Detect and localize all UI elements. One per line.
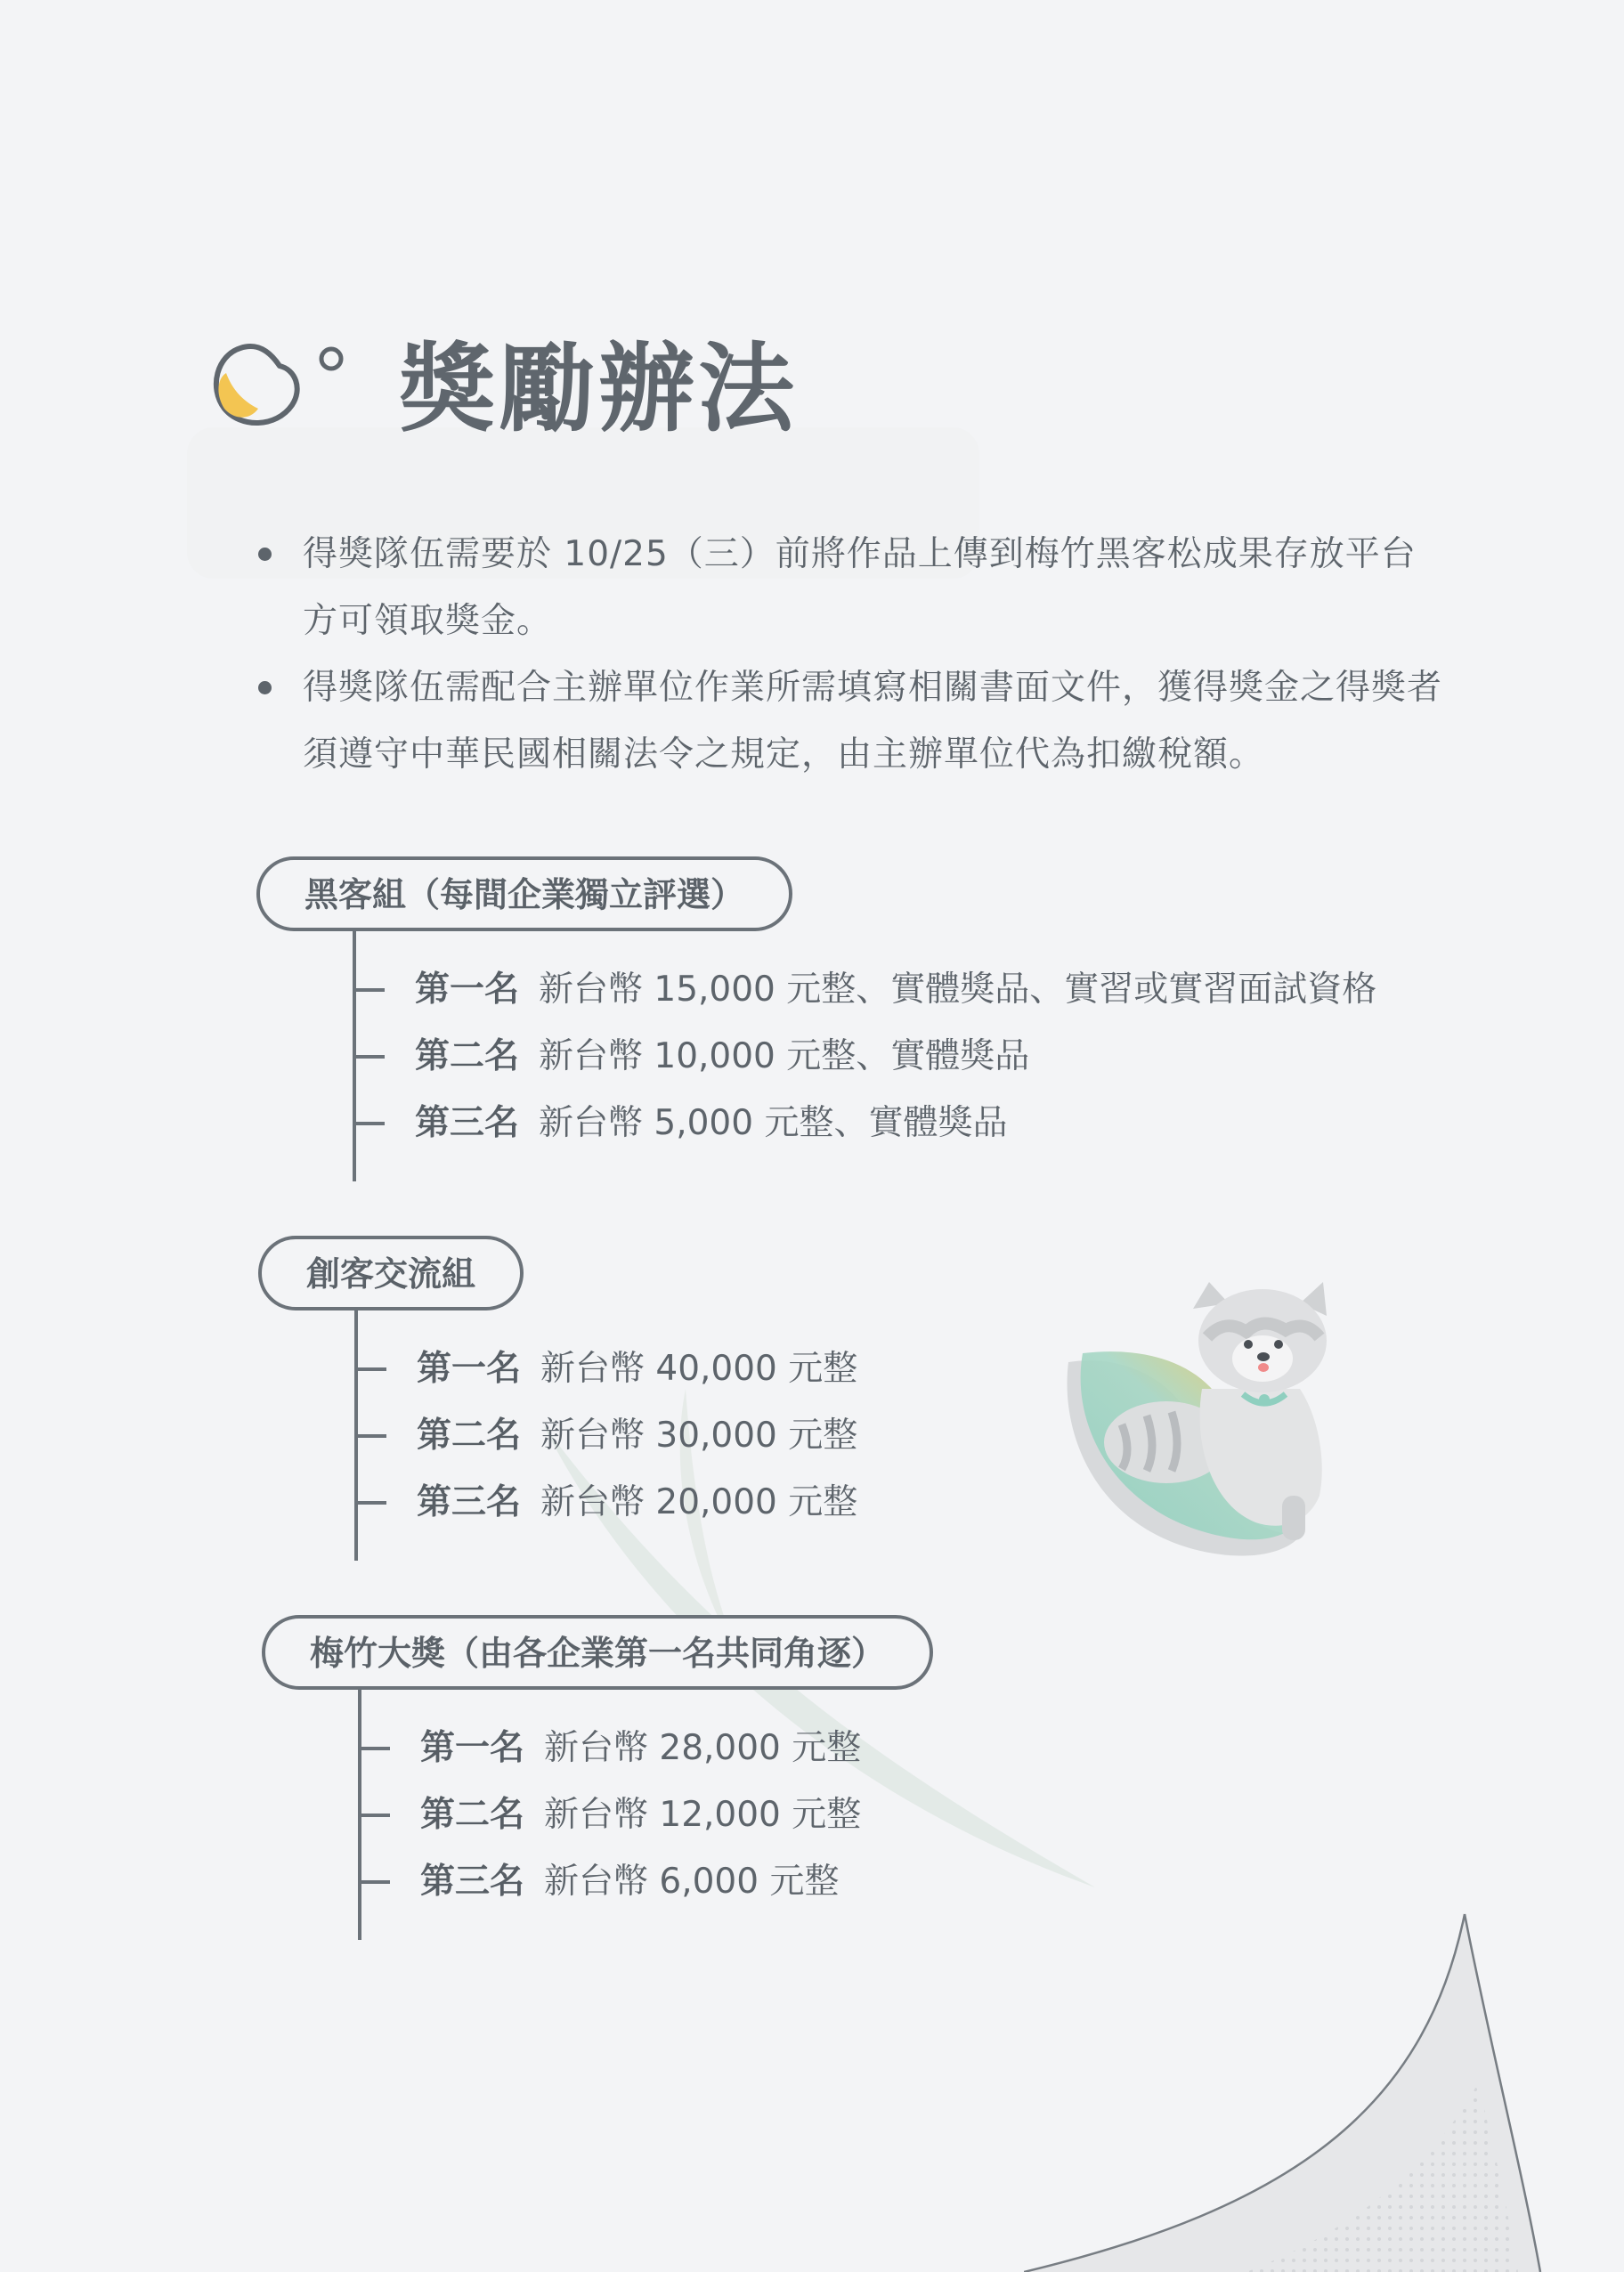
- prize-row: [354, 1469, 857, 1536]
- prize-rank: 第一名: [420, 1728, 525, 1768]
- prize-row: [358, 1715, 933, 1781]
- prize-reward: 新台幣 40,000 元整: [540, 1349, 858, 1389]
- prize-rank: 第三名: [415, 1103, 520, 1143]
- prize-row: [353, 1090, 1376, 1156]
- prize-tree: [358, 1690, 933, 1915]
- prize-group-maker: [258, 1236, 857, 1536]
- prize-tree: [354, 1310, 857, 1536]
- note-item: 得獎隊伍需配合主辦單位作業所需填寫相關書面文件，獲得獎金之得獎者須遵守中華民國相關法令之規定，由主辦單位代為扣繳稅額。: [258, 654, 1442, 788]
- prize-reward: 新台幣 28,000 元整: [544, 1728, 862, 1768]
- prize-group-grand: [262, 1615, 933, 1915]
- prize-tree: [353, 931, 1376, 1156]
- prize-row: [354, 1402, 857, 1469]
- prize-reward: 新台幣 10,000 元整、實體獎品: [539, 1036, 1030, 1076]
- page-header: [205, 312, 798, 450]
- prize-rank: 第一名: [415, 970, 520, 1010]
- prize-reward: 新台幣 30,000 元整: [540, 1416, 858, 1456]
- moon-logo-icon: [205, 323, 383, 439]
- page-title: 獎勵辦法: [399, 333, 799, 445]
- prize-group-hacker: [256, 856, 1376, 1156]
- prize-rank: 第二名: [420, 1795, 525, 1835]
- prize-row: [353, 956, 1376, 1023]
- prize-reward: 新台幣 15,000 元整、實體獎品、實習或實習面試資格: [539, 970, 1377, 1010]
- prize-reward: 新台幣 12,000 元整: [544, 1795, 862, 1835]
- prize-reward: 新台幣 5,000 元整、實體獎品: [539, 1103, 1008, 1143]
- prize-rank: 第一名: [417, 1349, 522, 1389]
- prize-rank: 第二名: [417, 1416, 522, 1456]
- prize-row: [353, 1023, 1376, 1090]
- group-label: 梅竹大獎（由各企業第一名共同角逐）: [262, 1615, 933, 1690]
- page-curl-decoration: [1024, 1905, 1624, 2272]
- prize-row: [354, 1335, 857, 1402]
- prize-reward: 新台幣 20,000 元整: [540, 1482, 858, 1522]
- prize-rank: 第二名: [415, 1036, 520, 1076]
- note-item: 得獎隊伍需要於 10/25（三）前將作品上傳到梅竹黑客松成果存放平台方可領取獎金。: [258, 521, 1442, 654]
- group-label: 黑客組（每間企業獨立評選）: [256, 856, 792, 931]
- raccoon-mascot-illustration: [1060, 1282, 1380, 1576]
- prize-row: [358, 1848, 933, 1915]
- notes-list: [258, 521, 1442, 788]
- prize-rank: 第三名: [417, 1482, 522, 1522]
- group-label: 創客交流組: [258, 1236, 524, 1310]
- prize-reward: 新台幣 6,000 元整: [544, 1862, 840, 1902]
- prize-row: [358, 1781, 933, 1848]
- prize-rank: 第三名: [420, 1862, 525, 1902]
